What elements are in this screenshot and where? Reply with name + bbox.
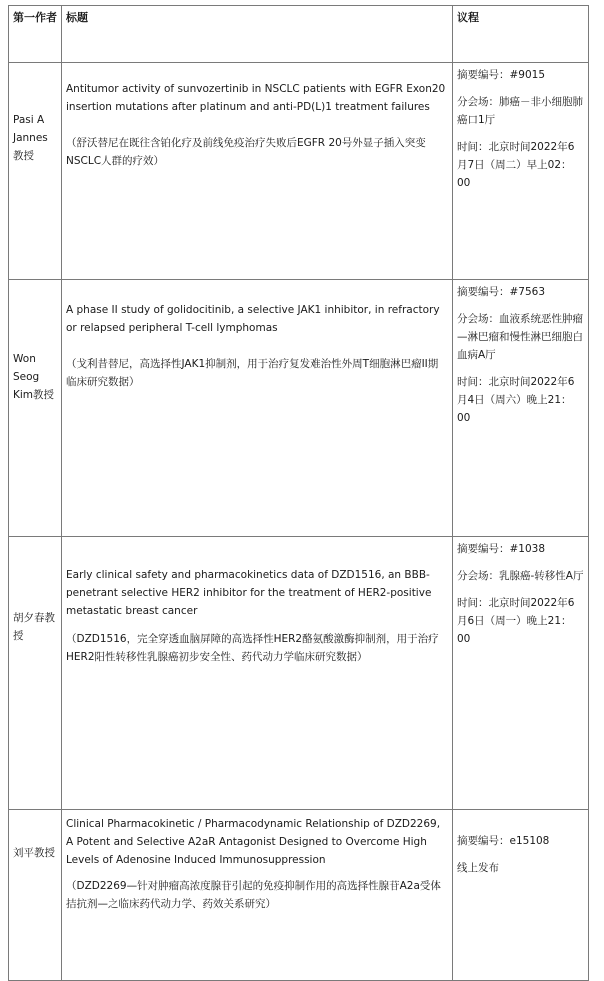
author-cell: Won Seog Kim教授 (9, 280, 62, 537)
author-cell: Pasi A Jannes教授 (9, 63, 62, 280)
agenda-cell (453, 63, 589, 280)
session-room: 分会场：肺癌－非小细胞肺癌口1厅 (457, 96, 583, 126)
session-time: 时间：北京时间2022年6月4日（周六）晚上21：00 (457, 376, 575, 424)
author-cell: 胡夕春教授 (9, 537, 62, 810)
title-chinese: （DZD2269—针对肿瘤高浓度腺苷引起的免疫抑制作用的高选择性腺苷A2a受体拮抗剂—之临床药代动力学、药效关系研究） (66, 880, 441, 910)
author-cell: 刘平教授 (9, 810, 62, 981)
title-english: Early clinical safety and pharmacokinetics data of DZD1516, an BBB-penetrant selective HER2 inhibitor for the treatment of HER2-positive metastatic breast cancer (66, 569, 432, 617)
header-author: 第一作者 (9, 6, 62, 63)
title-english: Clinical Pharmacokinetic / Pharmacodynamic Relationship of DZD2269, A Potent and Selective A2aR Antagonist Designed to Overcome High Levels of Adenosine Induced Immunosuppression (66, 818, 441, 866)
title-cell (62, 63, 453, 280)
title-chinese: （舒沃替尼在既往含铂化疗及前线免疫治疗失败后EGFR 20号外显子插入突变NSCLC人群的疗效） (66, 137, 426, 167)
title-chinese: （DZD1516，完全穿透血脑屏障的高选择性HER2酪氨酸激酶抑制剂，用于治疗HER2阳性转移性乳腺癌初步安全性、药代动力学临床研究数据） (66, 633, 439, 663)
abstract-number: 摘要编号：#1038 (457, 543, 546, 555)
table-row (9, 810, 589, 981)
table-row (9, 63, 589, 280)
table-row (9, 280, 589, 537)
session-room: 分会场：乳腺癌-转移性A厅 (457, 570, 584, 582)
abstract-number: 摘要编号：#9015 (457, 69, 546, 81)
session-time: 时间：北京时间2022年6月6日（周一）晚上21：00 (457, 597, 575, 645)
header-title: 标题 (62, 6, 453, 63)
title-cell (62, 537, 453, 810)
table-row (9, 537, 589, 810)
session-time: 时间：北京时间2022年6月7日（周二）早上02：00 (457, 141, 575, 189)
sessions-table (8, 5, 589, 981)
title-english: Antitumor activity of sunvozertinib in NSCLC patients with EGFR Exon20 insertion mutations after platinum and anti-PD(L)1 treatment failures (66, 83, 446, 113)
agenda-cell (453, 537, 589, 810)
agenda-cell (453, 810, 589, 981)
header-row (9, 6, 589, 63)
title-english: A phase II study of golidocitinib, a selective JAK1 inhibitor, in refractory or relapsed peripheral T-cell lymphomas (66, 304, 440, 334)
header-agenda: 议程 (453, 6, 589, 63)
session-room: 线上发布 (457, 862, 499, 874)
session-room: 分会场：血液系统恶性肿瘤—淋巴瘤和慢性淋巴细胞白血病A厅 (457, 313, 583, 361)
abstract-number: 摘要编号：#7563 (457, 286, 546, 298)
agenda-cell (453, 280, 589, 537)
title-cell (62, 280, 453, 537)
title-cell (62, 810, 453, 981)
title-chinese: （戈利昔替尼，高选择性JAK1抑制剂，用于治疗复发难治性外周T细胞淋巴瘤II期临床研究数据） (66, 358, 439, 388)
abstract-number: 摘要编号：e15108 (457, 835, 550, 847)
